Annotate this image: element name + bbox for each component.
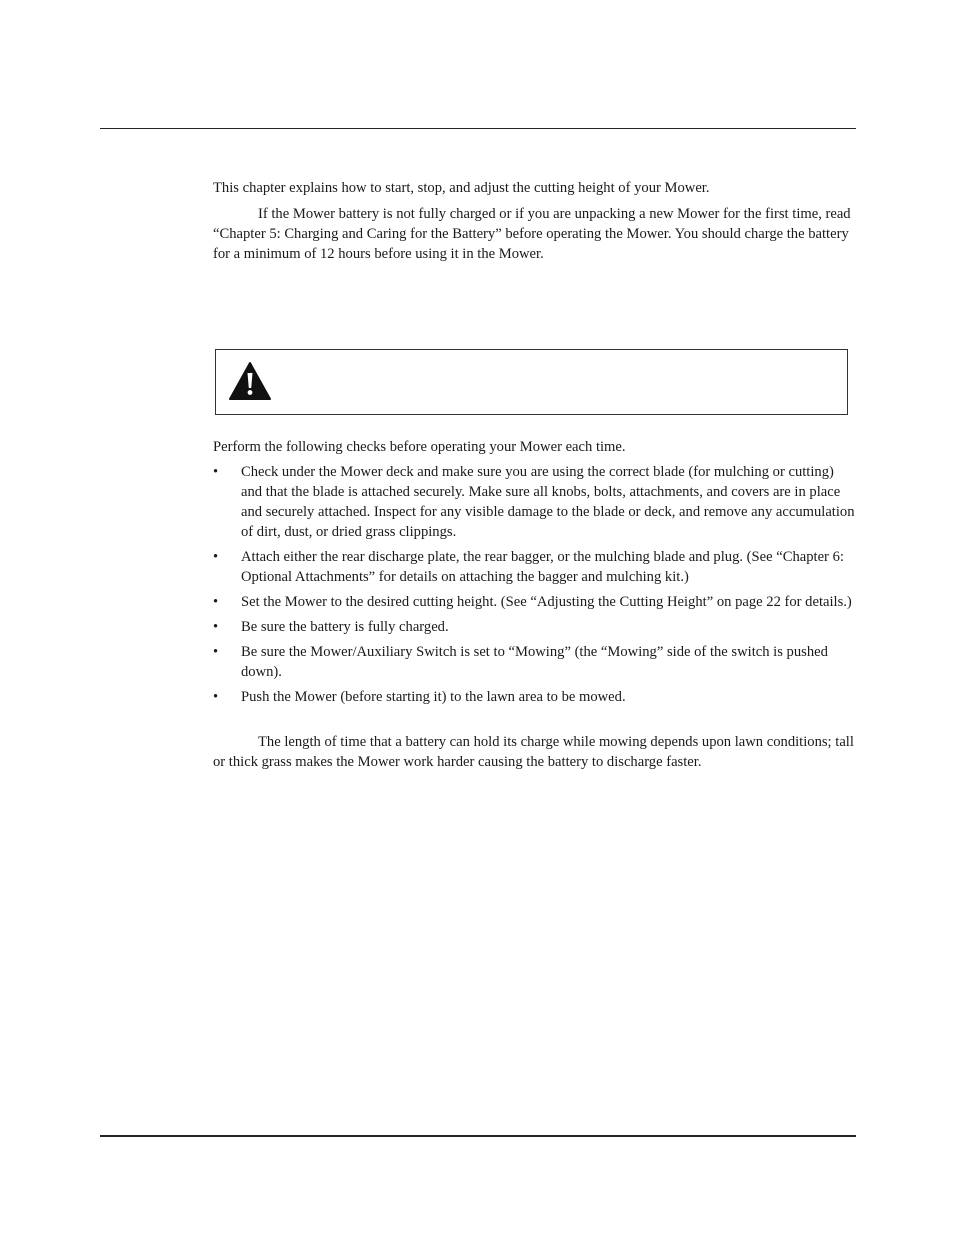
checks-list [213, 462, 858, 712]
list-item-text: Attach either the rear discharge plate, the rear bagger, or the mulching blade and plug. (See “Chapter 6: Optional Attachments” for details on attaching the bagger and mulching kit.) [241, 549, 844, 585]
list-item [213, 642, 858, 682]
warning-triangle-icon [228, 361, 272, 401]
list-item-text: Set the Mower to the desired cutting height. (See “Adjusting the Cutting Height” on page 22 for details.) [241, 594, 852, 610]
list-item-text: Be sure the battery is fully charged. [241, 619, 449, 635]
list-item-text: Check under the Mower deck and make sure you are using the correct blade (for mulching or cutting) and that the blade is attached securely. Make sure all knobs, bolts, attachments, and covers are in place and securely attached. Inspect for any visible damage to the blade or deck, and remove any accumulation of dirt, dust, or dried grass clippings. [241, 464, 855, 540]
battery-note-paragraph: If the Mower battery is not fully charged or if you are unpacking a new Mower for the first time, read “Chapter 5: Charging and Caring for the Battery” before operating the Mower. You should charge the battery for a minimum of 12 hours before using it in the Mower. [213, 206, 851, 262]
bullet-mark: • [213, 549, 219, 565]
list-item-text: Push the Mower (before starting it) to the lawn area to be mowed. [241, 689, 626, 705]
list-item-text: Be sure the Mower/Auxiliary Switch is set to “Mowing” (the “Mowing” side of the switch is pushed down). [241, 644, 828, 680]
list-item [213, 547, 858, 587]
list-item [213, 687, 858, 707]
bullet-mark: • [213, 594, 219, 610]
closing-paragraph: The length of time that a battery can hold its charge while mowing depends upon lawn conditions; tall or thick grass makes the Mower work harder causing the battery to discharge faster. [213, 734, 854, 770]
header-rule [100, 128, 856, 129]
footer-rule [100, 1135, 856, 1137]
checks-lead: Perform the following checks before operating your Mower each time. [213, 439, 626, 455]
bullet-mark: • [213, 644, 219, 660]
intro-paragraph: This chapter explains how to start, stop, and adjust the cutting height of your Mower. [213, 180, 710, 196]
bullet-mark: • [213, 689, 219, 705]
bullet-mark: • [213, 464, 219, 480]
list-item [213, 462, 858, 542]
warning-box [215, 349, 848, 415]
bullet-mark: • [213, 619, 219, 635]
list-item [213, 617, 858, 637]
list-item [213, 592, 858, 612]
